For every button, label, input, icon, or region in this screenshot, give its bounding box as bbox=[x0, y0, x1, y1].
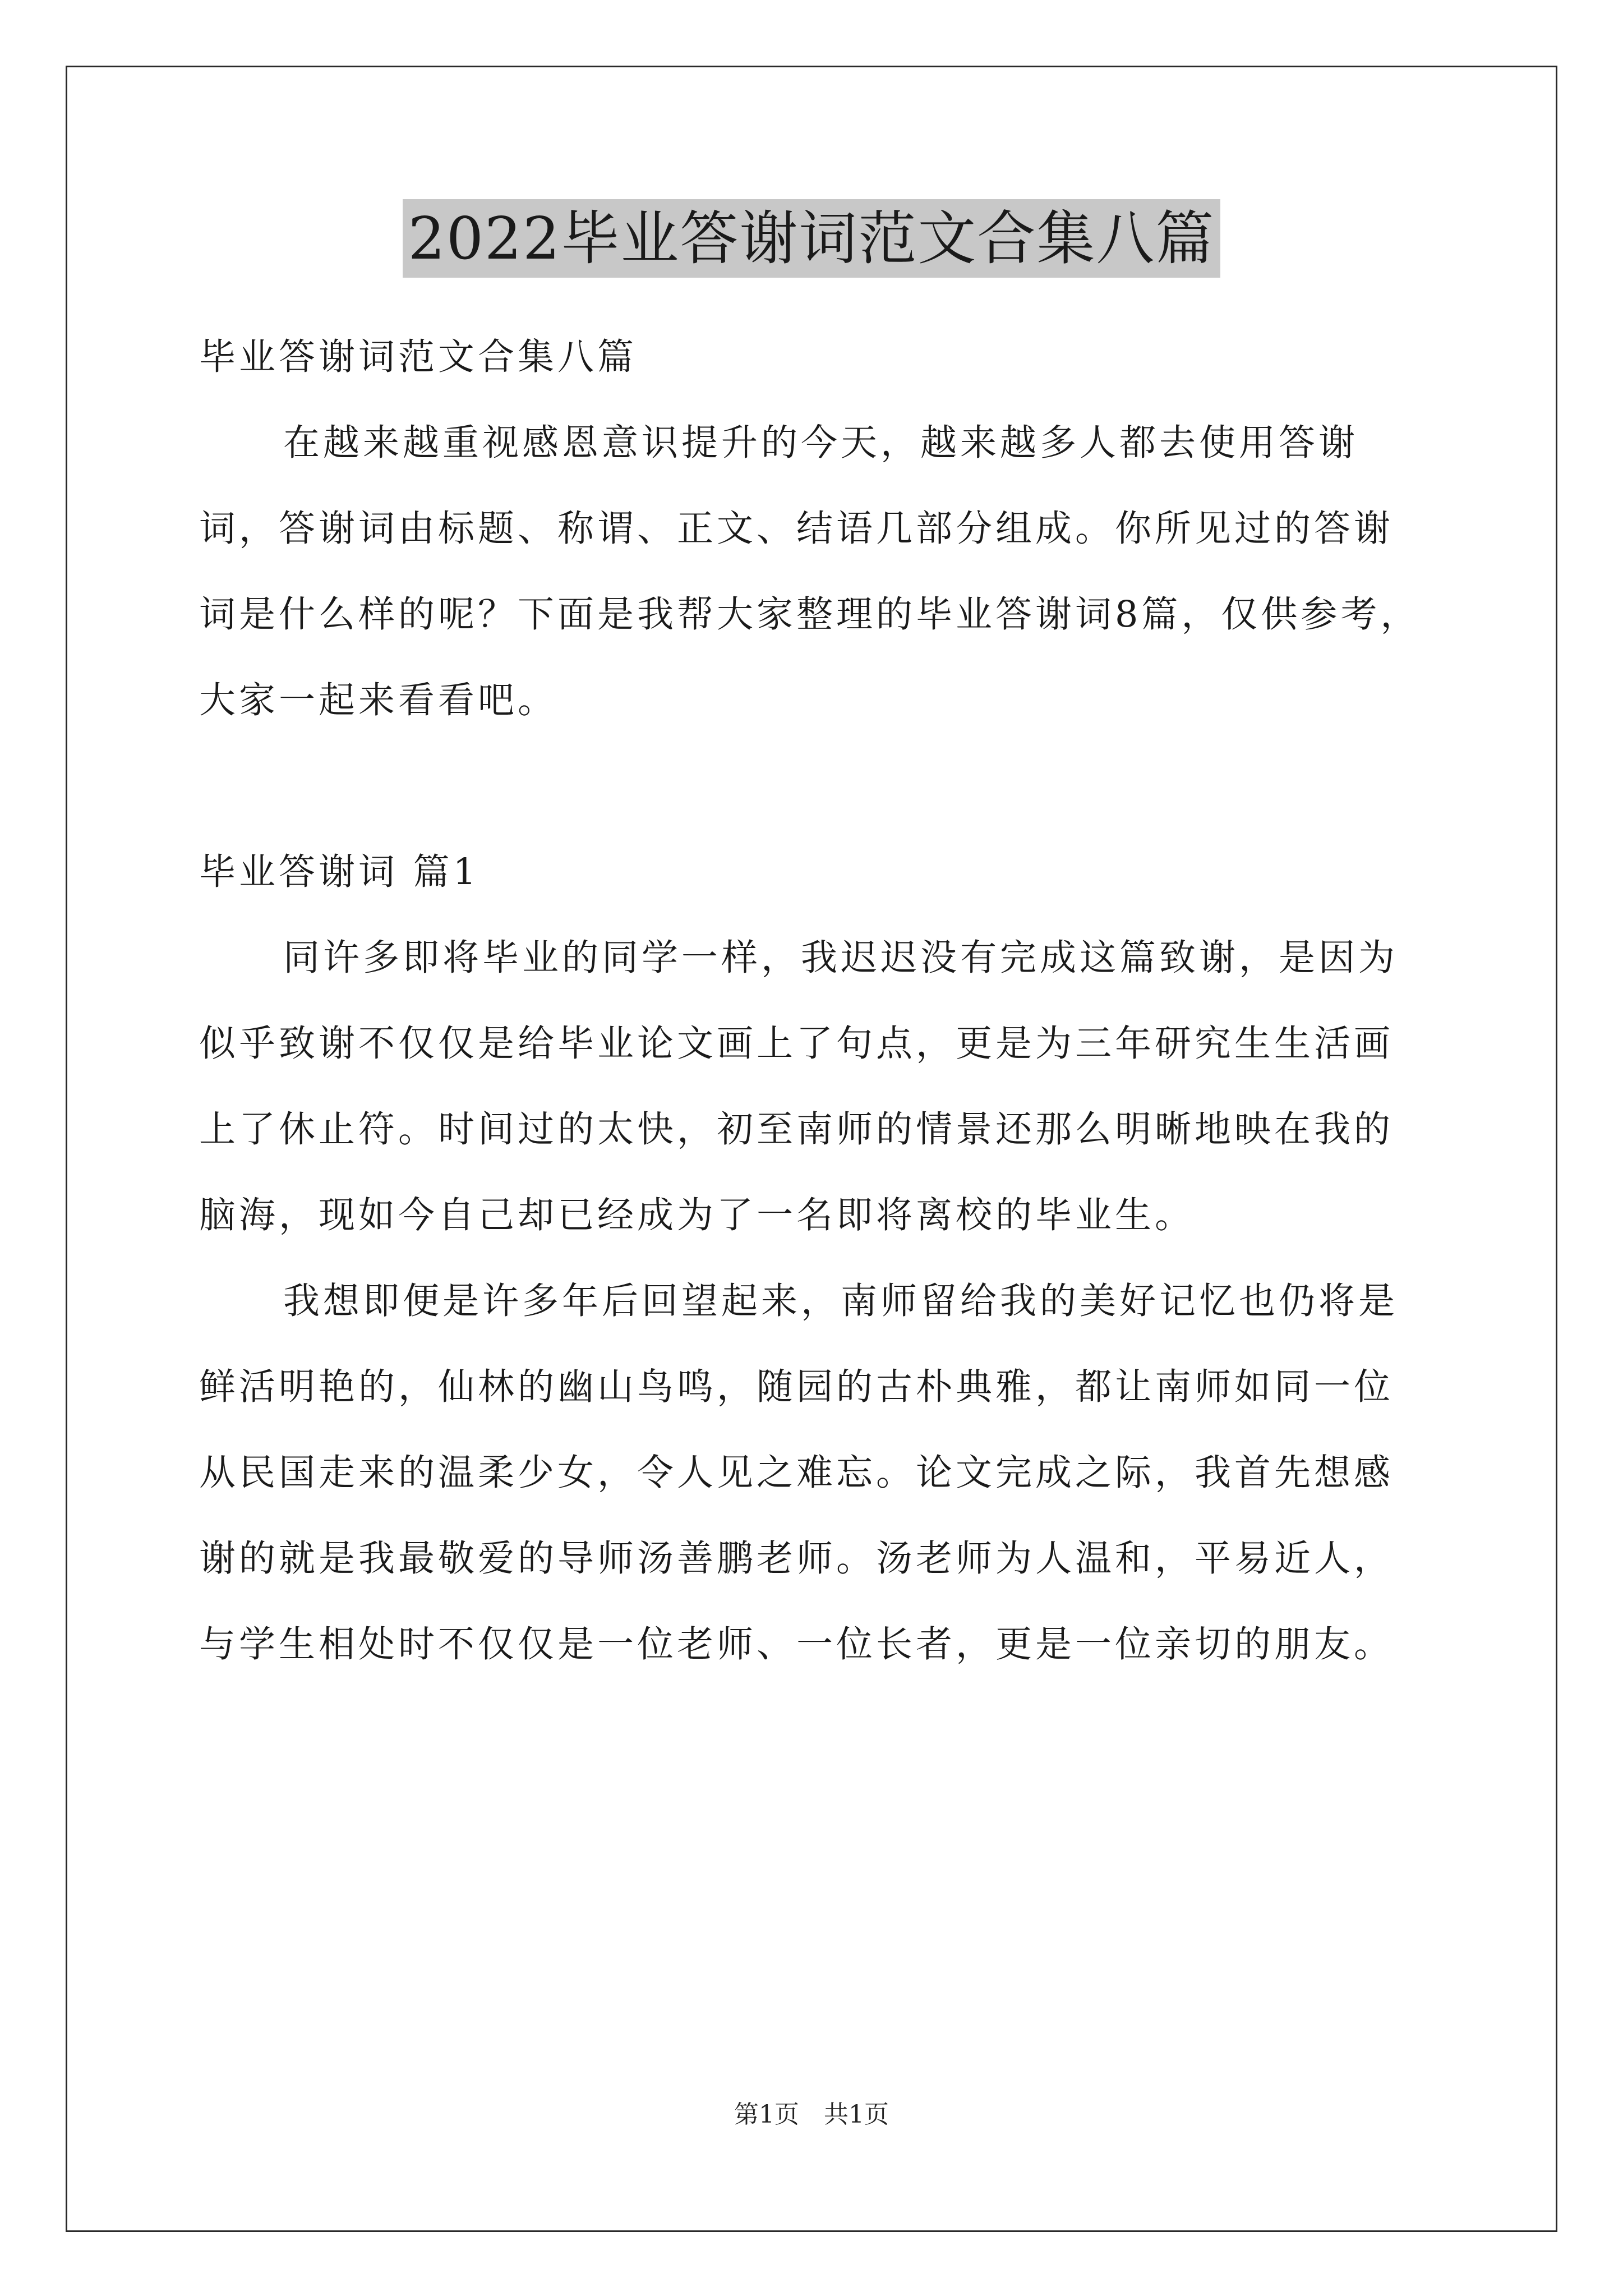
document-body bbox=[199, 314, 1433, 1687]
intro-paragraph: 在越来越重视感恩意识提升的今天，越来越多人都去使用答谢词，答谢词由标题、称谓、正文、结语几部分组成。你所见过的答谢词是什么样的呢？下面是我帮大家整理的毕业答谢词8篇，仅供参考，大家一起来看看吧。 bbox=[199, 422, 1421, 721]
section-spacer bbox=[199, 743, 1433, 829]
title-container bbox=[0, 199, 1623, 278]
document-subtitle: 毕业答谢词范文合集八篇 bbox=[199, 336, 638, 378]
section-heading: 毕业答谢词 篇1 bbox=[199, 851, 480, 893]
body-paragraph: 同许多即将毕业的同学一样，我迟迟没有完成这篇致谢，是因为似乎致谢不仅仅是给毕业论文画上了句点，更是为三年研究生生活画上了休止符。时间过的太快，初至南师的情景还那么明晰地映在我的脑海，现如今自己却已经成为了一名即将离校的毕业生。 bbox=[199, 937, 1399, 1236]
body-paragraph: 我想即便是许多年后回望起来，南师留给我的美好记忆也仍将是鲜活明艳的，仙林的幽山鸟鸣，随园的古朴典雅，都让南师如同一位从民国走来的温柔少女，令人见之难忘。论文完成之际，我首先想感谢的就是我最敬爱的导师汤善鹏老师。汤老师为人温和，平易近人，与学生相处时不仅仅是一位老师、一位长者，更是一位亲切的朋友。 bbox=[199, 1280, 1399, 1665]
page-footer: 第1页 共1页 bbox=[734, 2100, 889, 2129]
document-title: 2022毕业答谢词范文合集八篇 bbox=[403, 199, 1221, 278]
